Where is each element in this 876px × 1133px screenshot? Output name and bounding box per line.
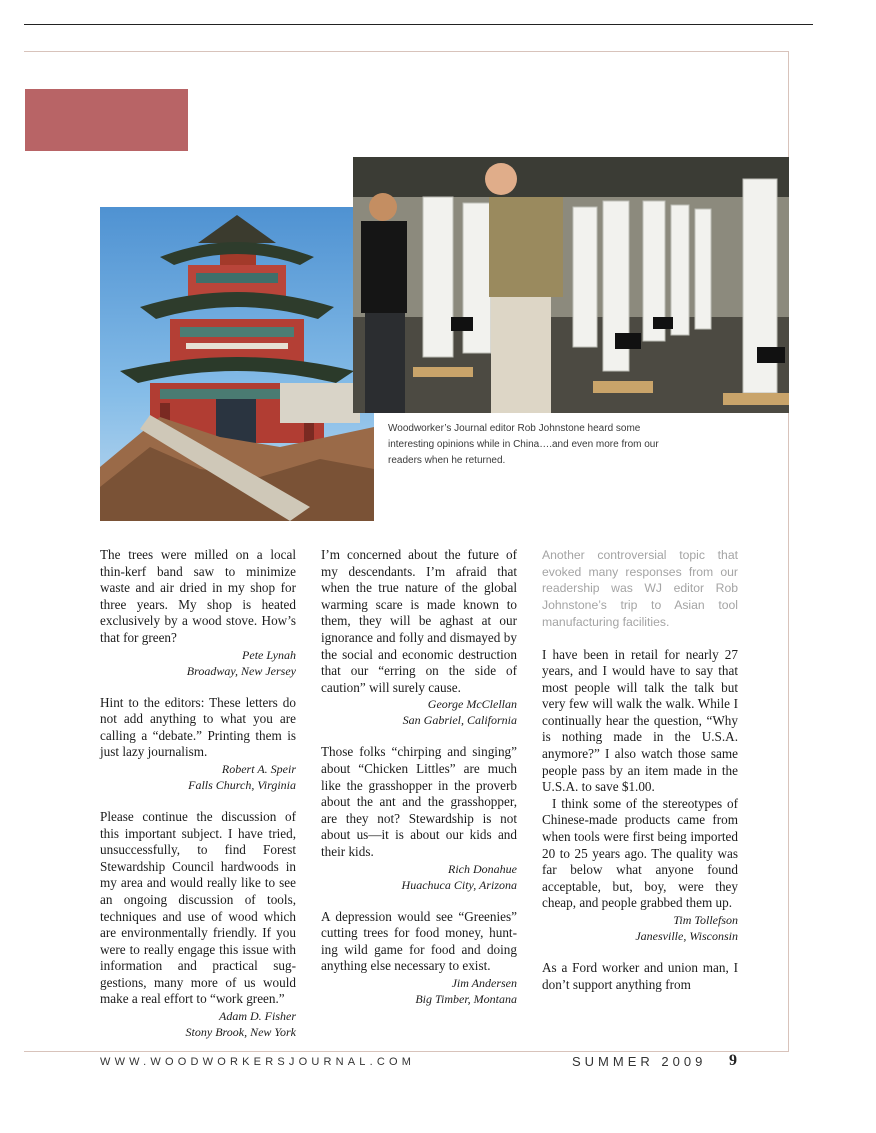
column-3: [542, 547, 738, 993]
letter-location: Huachuca City, Arizona: [401, 877, 517, 892]
letter-paragraph: Hint to the editors: These letters do not add anything to what you are calling a “debate.” Printing them is just lazy journalism.: [100, 694, 296, 760]
letter-location: Big Timber, Montana: [415, 991, 517, 1006]
letter-paragraph: A depression would see “Greenies” cutting trees for food money, hunt-ing wild game for food and doing anything else necessary to exist.: [321, 908, 517, 974]
letter-author: Adam D. Fisher: [219, 1009, 296, 1024]
factory-photo: [353, 157, 789, 413]
letter-location: Broadway, New Jersey: [186, 663, 296, 678]
letter-location: San Gabriel, California: [402, 713, 517, 728]
section-intro: Another controversial topic that evoked many responses from our readership was WJ editor Rob Johnstone’s trip to Asian tool manufacturing facilities.: [542, 548, 738, 629]
page-number: 9: [729, 1052, 737, 1069]
frame-line-top: [24, 51, 789, 52]
letter-author: Pete Lynah: [242, 647, 296, 662]
letter-paragraph: I think some of the stereotypes of Chinese-made products came from when tools were first being imported 20 to 25 years ago. The quality was far below what anyone found acceptable, but, boy, were they cheap, and people grabbed them up.: [542, 795, 738, 911]
top-rule: [24, 24, 813, 25]
letter-author: George McClellan: [427, 697, 517, 712]
letter-author: Jim Andersen: [451, 975, 517, 990]
pagoda-photo: [100, 207, 374, 521]
footer-url: WWW.WOODWORKERSJOURNAL.COM: [100, 1056, 416, 1068]
photo-caption: Woodworker’s Journal editor Rob Johnstone heard some interesting opinions while in China….and even more from our readers when he returned.: [388, 423, 659, 466]
footer-issue: SUMMER 2009: [572, 1054, 707, 1069]
letter-location: Falls Church, Virginia: [188, 777, 296, 792]
letter-author: Rich Donahue: [448, 861, 517, 876]
column-1: [100, 547, 296, 1040]
letter-location: Stony Brook, New York: [185, 1025, 296, 1040]
frame-line-bottom: [24, 1051, 789, 1052]
letter-location: Janesville, Wisconsin: [635, 929, 738, 944]
letter-paragraph: I’m concerned about the future of my descendants. I’m afraid that when the true nature of the global warming scare is made known to them, they will be aghast at our ignorance and folly and dismayed by the social and economic destruction that our “erring on the side of caution” will surely cause.: [321, 547, 517, 695]
letter-paragraph: The trees were milled on a local thin-kerf band saw to minimize waste and air dried in my shop for three years. My shop is heated exclusively by a wood stove. How’s that for green?: [100, 547, 296, 645]
letter-paragraph: Those folks “chirping and singing” about “Chicken Littles” are much like the grasshopper in the proverb about the ant and the grasshopper, are they not? Stewardship is not about us—it is about our kids and their kids.: [321, 744, 517, 859]
letter-paragraph: As a Ford worker and union man, I don’t support anything from: [542, 960, 738, 992]
letter-author: Tim Tollefson: [673, 913, 738, 928]
accent-block: [25, 89, 188, 151]
letter-paragraph: I have been in retail for nearly 27 years, and I would have to say that most people will talk the talk but very few will walk the walk. While I continually hear the question, “Why is nothing made in the U.S.A. anymore?” I also watch those same people pass by an item made in the U.S.A. to save $1.00.: [542, 646, 738, 795]
letter-paragraph: Please continue the discussion of this important subject. I have tried, unsuccessfully, to find Forest Stewardship Council hardwoods in my area and would really like to see an ongoing discussion of tools, techniques and use of wood which are environmentally friendly. If you were to really engage this issue with information and practical sug-gestions, many more of us would make a real effort to “work green.”: [100, 808, 296, 1007]
letter-author: Robert A. Speir: [221, 761, 296, 776]
column-2: [321, 547, 517, 1007]
